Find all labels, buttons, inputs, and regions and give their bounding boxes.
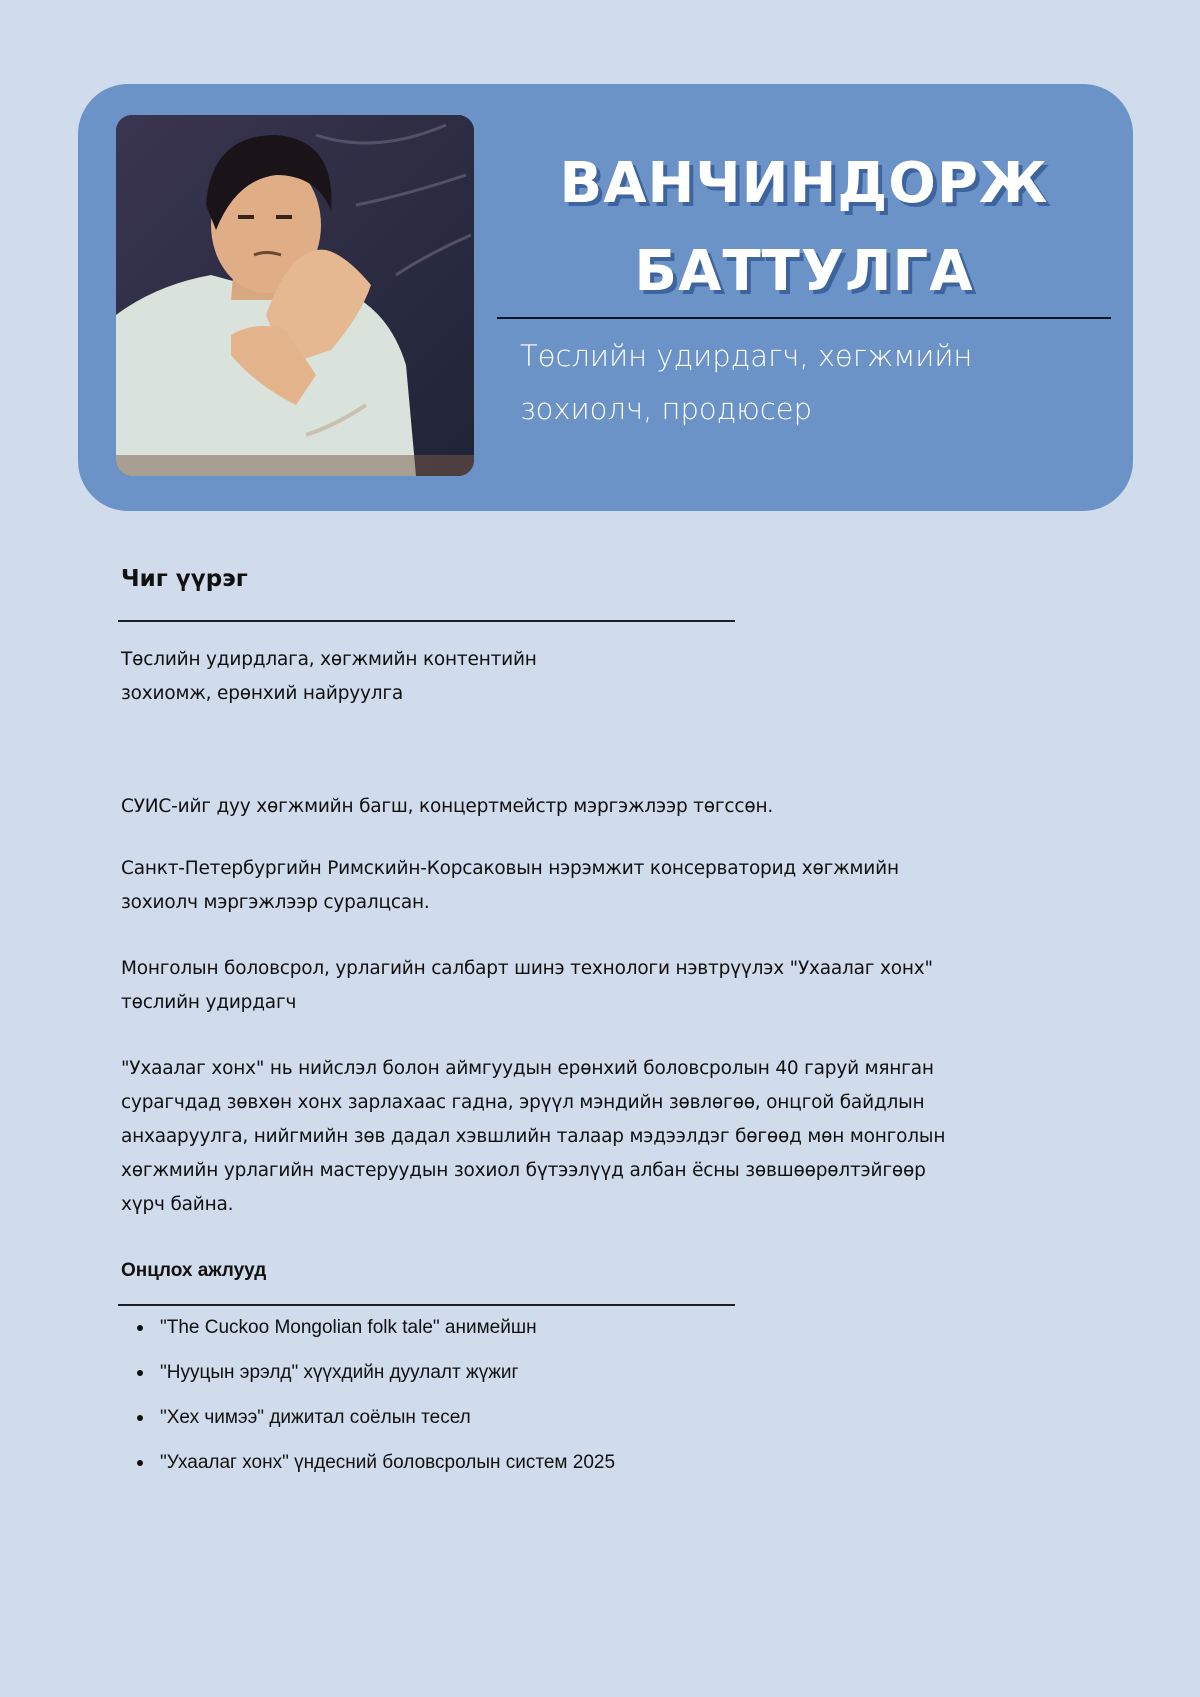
works-item-text: "Нууцын эрэлд" хүүхдийн дуулалт жүжиг — [160, 1362, 519, 1383]
bio-p4-line-1: "Ухаалаг хонх" нь нийслэл болон аймгуудын ерөнхий боловсролын 40 гаруй мянган — [121, 1058, 934, 1079]
responsibility-line-2: зохиомж, ерөнхий найруулга — [121, 683, 404, 704]
works-item-text: "The Cuckoo Mongolian folk tale" анимейшн — [160, 1317, 537, 1338]
bio-p4-line-3: анхааруулга, нийгмийн зөв дадал хэвшлийн талаар мэдээлдэг бөгөөд мөн монголын — [121, 1126, 946, 1147]
person-name — [497, 140, 1111, 316]
portrait-photo — [116, 115, 474, 476]
bio-p4-line-4: хөгжмийн урлагийн мастеруудын зохиол бүтээлүүд албан ёсны зөвшөөрөлтэйгөөр — [121, 1160, 926, 1181]
bio-p4-line-5: хүрч байна. — [121, 1194, 234, 1215]
bio-p1-line-1: СУИС-ийг дуу хөгжмийн багш, концертмейстр мэргэжлээр төгссөн. — [121, 796, 774, 817]
works-item-text: "Хех чимээ" дижитал соёлын тесел — [160, 1407, 471, 1428]
works-item-text: "Ухаалаг хонх" үндесний боловсролын систем 2025 — [160, 1452, 616, 1473]
bio-paragraph-1 — [121, 790, 1131, 824]
works-list-item — [140, 1399, 615, 1444]
works-heading: Онцлох ажлууд — [121, 1260, 267, 1281]
bio-paragraph-3 — [121, 952, 1131, 1020]
responsibility-line-1: Төслийн удирдлага, хөгжмийн контентийн — [121, 649, 537, 670]
works-list-item — [140, 1354, 615, 1399]
name-line-2: БАТТУЛГА — [634, 239, 974, 304]
header-divider — [497, 317, 1111, 319]
bullet-icon — [137, 1460, 143, 1466]
person-role — [520, 330, 1080, 436]
bullet-icon — [137, 1325, 143, 1331]
bio-paragraph-4 — [121, 1052, 1131, 1222]
bio-p3-line-1: Монголын боловсрол, урлагийн салбарт шинэ технологи нэвтрүүлэх "Ухаалаг хонх" — [121, 958, 933, 979]
bio-paragraph-2 — [121, 852, 1131, 920]
responsibility-heading: Чиг үүрэг — [121, 566, 248, 592]
responsibility-text — [121, 643, 1131, 711]
works-list-item — [140, 1444, 615, 1489]
bullet-icon — [137, 1415, 143, 1421]
role-line-1: Төслийн удирдагч, хөгжмийн — [520, 339, 973, 373]
bio-p4-line-2: сурагчдад зөвхөн хонх зарлахаас гадна, эрүүл мэндийн зөвлөгөө, онцгой байдлын — [121, 1092, 925, 1113]
bullet-icon — [137, 1370, 143, 1376]
role-line-2: зохиолч, продюсер — [520, 392, 813, 426]
bio-p2-line-2: зохиолч мэргэжлээр суралцсан. — [121, 892, 430, 913]
works-list-item — [140, 1309, 615, 1354]
bio-p2-line-1: Санкт-Петербургийн Римскийн-Корсаковын нэрэмжит консерваторид хөгжмийн — [121, 858, 899, 879]
portrait-image — [116, 115, 474, 476]
works-divider — [118, 1304, 735, 1306]
responsibility-divider — [118, 620, 735, 622]
name-line-1: ВАНЧИНДОРЖ — [559, 151, 1049, 216]
bio-p3-line-2: төслийн удирдагч — [121, 992, 297, 1013]
works-list — [140, 1309, 615, 1489]
